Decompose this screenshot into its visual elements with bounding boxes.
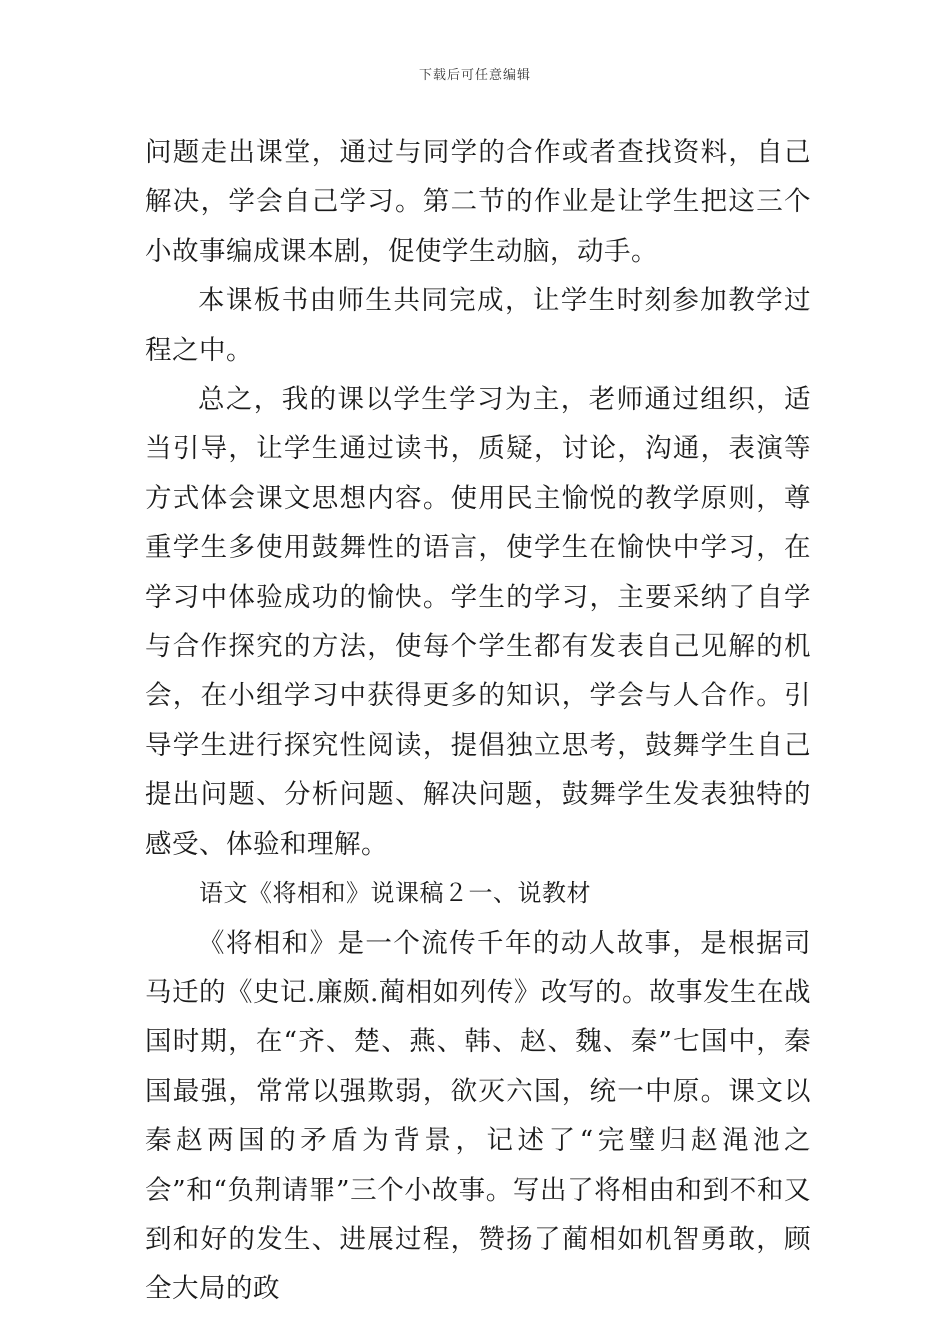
section-heading: 语文《将相和》说课稿２一、说教材 (199, 879, 591, 908)
document-body (145, 128, 811, 1314)
paragraph: 问题走出课堂，通过与同学的合作或者查找资料，自己解决，学会自己学习。第二节的作业是让学生把这三个小故事编成课本剧，促使学生动脑，动手。 (145, 137, 811, 267)
page-header: 下载后可任意编辑 (418, 68, 531, 83)
paragraph: 总之，我的课以学生学习为主，老师通过组织，适当引导，让学生通过读书，质疑，讨论，沟通，表演等方式体会课文思想内容。使用民主愉悦的教学原则，尊重学生多使用鼓舞性的语言，使学生在愉快中学习，在学习中体验成功的愉快。学生的学习，主要采纳了自学与合作探究的方法，使每个学生都有发表自己见解的机会，在小组学习中获得更多的知识，学会与人合作。引导学生进行探究性阅读，提倡独立思考，鼓舞学生自己提出问题、分析问题、解决问题，鼓舞学生发表独特的感受、体验和理解。 (145, 384, 811, 860)
paragraph: 《将相和》是一个流传千年的动人故事，是根据司马迁的《史记.廉颇.蔺相如列传》改写的。故事发生在战国时期，在“齐、楚、燕、韩、赵、魏、秦”七国中，秦国最强，常常以强欺弱，欲灭六国，统一中原。课文以秦赵两国的矛盾为背景，记述了“完璧归赵渑池之会”和“负荆请罪”三个小故事。写出了将相由和到不和又到和好的发生、进展过程，赞扬了蔺相如机智勇敢，顾全大局的政 (145, 927, 811, 1305)
paragraph: 本课板书由师生共同完成，让学生时刻参加教学过程之中。 (145, 285, 811, 366)
